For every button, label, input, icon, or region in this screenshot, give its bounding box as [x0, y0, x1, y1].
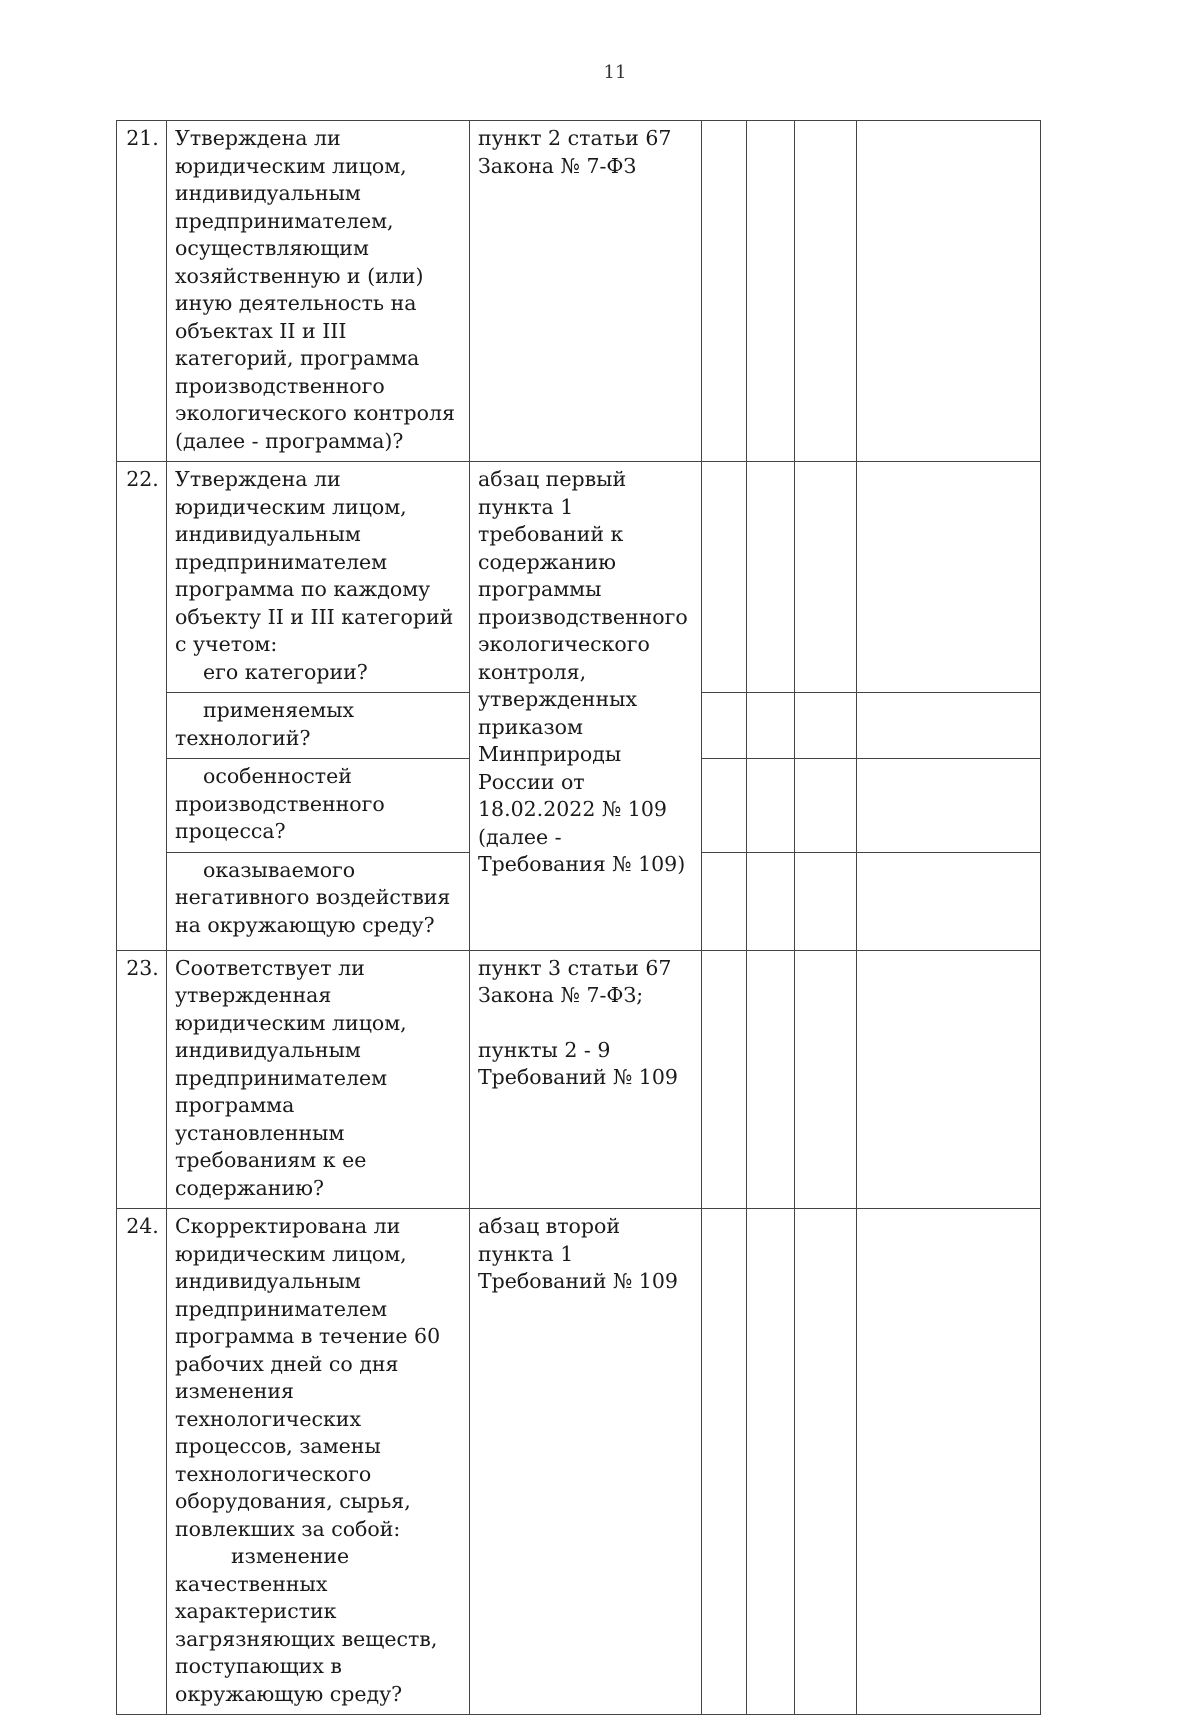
sub-item-quality-change: изменение качественных характеристик загрязняющих веществ, поступающих в окружающую среду?: [175, 1544, 438, 1706]
sub-item-category: его категории?: [203, 659, 368, 684]
answer-cell-no[interactable]: [747, 121, 795, 462]
table-row-23: [117, 950, 1041, 1209]
answer-cell-yes[interactable]: [702, 950, 747, 1209]
answer-cell-no[interactable]: [747, 462, 795, 693]
sub-item-technologies: применяемых технологий?: [167, 693, 470, 759]
notes-cell[interactable]: [857, 852, 1041, 950]
question-cell: [167, 1209, 470, 1715]
answer-cell-yes[interactable]: [702, 852, 747, 950]
answer-cell-no[interactable]: [747, 1209, 795, 1715]
table-row-21: [117, 121, 1041, 462]
reference-cell: пункт 2 статьи 67 Закона № 7-ФЗ: [470, 121, 702, 462]
sub-item-impact: оказываемого негативного воздействия на окружающую среду?: [167, 852, 470, 950]
answer-cell-na[interactable]: [795, 759, 857, 853]
answer-cell-no[interactable]: [747, 950, 795, 1209]
answer-cell-na[interactable]: [795, 693, 857, 759]
answer-cell-yes[interactable]: [702, 121, 747, 462]
answer-cell-na[interactable]: [795, 121, 857, 462]
page-number: 11: [603, 62, 627, 83]
notes-cell[interactable]: [857, 693, 1041, 759]
answer-cell-yes[interactable]: [702, 693, 747, 759]
answer-cell-yes[interactable]: [702, 462, 747, 693]
table-row-22: [117, 462, 1041, 693]
notes-cell[interactable]: [857, 462, 1041, 693]
answer-cell-no[interactable]: [747, 852, 795, 950]
answer-cell-yes[interactable]: [702, 1209, 747, 1715]
row-number: 22.: [117, 462, 167, 951]
notes-cell[interactable]: [857, 121, 1041, 462]
checklist-table: [116, 120, 1041, 1715]
answer-cell-yes[interactable]: [702, 759, 747, 853]
notes-cell[interactable]: [857, 950, 1041, 1209]
answer-cell-no[interactable]: [747, 759, 795, 853]
reference-cell: [470, 950, 702, 1209]
reference-line: пункт 3 статьи 67 Закона № 7-ФЗ;: [478, 955, 672, 1007]
answer-cell-na[interactable]: [795, 1209, 857, 1715]
notes-cell[interactable]: [857, 759, 1041, 853]
question-intro: Скорректирована ли юридическим лицом, индивидуальным предпринимателем программа в течение 60 рабочих дней со дня изменения технологических процессов, замены технологического оборудования, сырья, повлекших за собой:: [175, 1214, 441, 1541]
row-number: 21.: [117, 121, 167, 462]
question-cell: Соответствует ли утвержденная юридическим лицом, индивидуальным предпринимателем программа установленным требованиям к ее содержанию?: [167, 950, 470, 1209]
row-number: 23.: [117, 950, 167, 1209]
reference-line: пункты 2 - 9 Требований № 109: [478, 1037, 678, 1089]
answer-cell-na[interactable]: [795, 852, 857, 950]
answer-cell-na[interactable]: [795, 462, 857, 693]
question-cell: Утверждена ли юридическим лицом, индивидуальным предпринимателем, осуществляющим хозяйственную и (или) иную деятельность на объектах II и III категорий, программа производственного экологического контроля (далее - программа)?: [167, 121, 470, 462]
question-intro: Утверждена ли юридическим лицом, индивидуальным предпринимателем программа по каждому объекту II и III категорий с учетом:: [175, 467, 454, 656]
reference-cell: абзац второй пункта 1 Требований № 109: [470, 1209, 702, 1715]
answer-cell-no[interactable]: [747, 693, 795, 759]
row-number: 24.: [117, 1209, 167, 1715]
table-row-24: [117, 1209, 1041, 1715]
notes-cell[interactable]: [857, 1209, 1041, 1715]
reference-cell: абзац первый пункта 1 требований к содержанию программы производственного экологического контроля, утвержденных приказом Минприроды России от 18.02.2022 № 109 (далее - Требования № 109): [470, 462, 702, 951]
question-cell: [167, 462, 470, 693]
answer-cell-na[interactable]: [795, 950, 857, 1209]
sub-item-process: особенностей производственного процесса?: [167, 759, 470, 853]
